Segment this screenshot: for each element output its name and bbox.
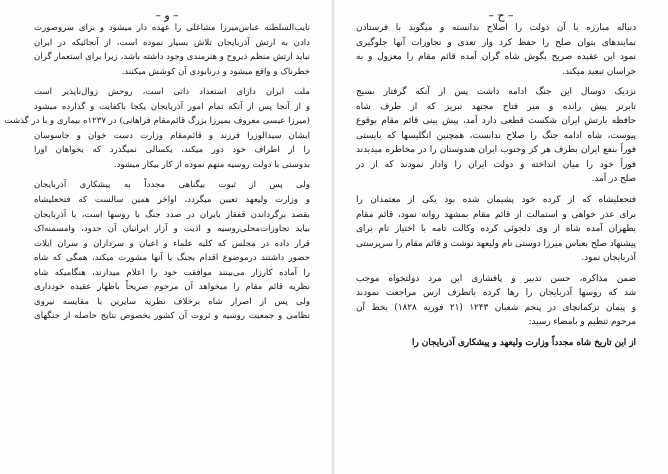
text-line: فوراً خود را میان انداخته و دولت ایران را وادار نمودند که از در xyxy=(356,159,636,170)
text-line: ملت ایران دارای استعداد ذاتی است، روحش زوال‌ناپذیر است xyxy=(34,87,310,98)
text-line: ولی پس از اصرار شاه برخلاف نظریه سایرین با مقایسه نیروی xyxy=(34,296,310,307)
text-line: بیاید تجاوزات‌محلی‌روسیه و اذیت و آزار ایرانیان آن حدود، وامسمنه‌اک xyxy=(34,224,310,235)
page-number: – و – xyxy=(155,9,179,22)
text-line: پیشنهاد صلح بعباس میرزا دوستی نام ولیعهد نوشت و قائم مقام را سرپرستی xyxy=(356,238,636,249)
text-line: نظریه قائم مقام را میخواهد آن مرحوم صریحاً باظهار عقیده خودداری xyxy=(34,282,310,293)
text-line: نمایندهای بتوان صلح را حفظ کرد واز تعدی و تجاوزات آنها جلوگیری xyxy=(356,37,636,48)
text-line: و وزارت ولیعهد تعیین میگردد، اواخر همین سالست که فتحعلیشاه xyxy=(34,195,310,206)
text-line: قرار داده در مجلس که کلیه علماء و اعیان و سرداران و سران ایلات xyxy=(34,238,310,249)
text-line: از این تاریخ شاه مجدداً وزارت ولیعهد و پیشکاری آذربایجان را xyxy=(412,337,636,348)
text-line: برای عذر خواهی و استمالت از قائم مقام بمشهد روانه نمود، قائم مقام xyxy=(356,209,636,220)
text-line: مرحوم تنظیم و بامضاء رسید: xyxy=(528,317,636,328)
text-line: نباید ارتش منظم ذیروح و هنرمندی وجود داشته باشد، زیرا برای استعمار گران xyxy=(34,52,310,63)
text-line: خطرناک و واقع میشود و درنابودی آن کوشش میکنند. xyxy=(121,66,310,77)
page-number: – ح – xyxy=(488,9,514,22)
text-line: دنباله مبارزه با آن دولت را اصلاح ندانسته و میگوید با فرستادن xyxy=(356,23,636,33)
text-line: ایشان سیدالوزرا فرزند و قائم‌مقام وزارت دست خوان و جاسوسان xyxy=(34,130,310,141)
text-line: فوراً بنفع ایران بطرف هر کز وجنوب ایران هندوستان را در مخاطره میدیدند xyxy=(356,145,636,156)
text-line: شد که روسها آذربایجان را رها کرده باتطرف ارس مراجعت نمودند xyxy=(356,288,636,299)
text-line: نظامی و جمعیت روسیه و ثروت آن کشور بخصوص نتایج حاصله از جنگهای xyxy=(34,311,310,322)
right-page xyxy=(334,0,668,474)
text-line: و از آنجا پس از آنکه تمام امور آذربایجان یکجا باکفایت و گذارده میشود xyxy=(34,101,310,112)
text-line: حضور داشتند درموضوع اقدام بجنگ با آنها مشورت میکند، همگی که شاه xyxy=(34,253,310,264)
text-line: آذربایجان نمود. xyxy=(581,253,636,264)
text-line: دادن به ارتش آذربایجان تلاش بسیار نموده است، از آنجائیکه در ایران xyxy=(34,37,310,48)
text-line: (میرزا عیسی معروف بمیرزا بزرگ قائم‌مقام فراهانی) در ۱۲۳۷ه بیماری و با در گذشت xyxy=(4,116,310,127)
text-line: را از اطراف خود دور میکند، یکسالی نمیگذرد که بخواهان اورا xyxy=(34,145,310,156)
text-line: بطهران آمده شاه از وی دلجوئی کرده وکالت تامه با اختیار تام برای xyxy=(356,224,636,235)
text-line: ضمن مذاکره، حسن تدبیر و پافشاری این مرد دولتخواه موجب xyxy=(356,273,636,284)
text-line: بدوستی با دولت روسیه متهم نموده از کار بیکار میشود. xyxy=(113,159,310,170)
text-line: را آماده کارزار می‌بینند موافقت خود را اعلام میدارند، هنگامیکه شاه xyxy=(34,267,310,278)
page-text xyxy=(356,21,636,350)
text-line: فتحعلیشاه که از کرده خود پشیمان شده بود یکی از معتمدان را xyxy=(356,195,636,206)
page-text xyxy=(4,21,310,324)
text-line: تابرتر پیش رانده و میر فتاح مجتهد تبریز که از طرف شاه xyxy=(356,101,636,112)
text-line: ولی پس از ثبوت بیگناهی مجدداً به پیشکاری آذربایجان xyxy=(34,180,310,191)
text-line: خراسان تبعید میکند. xyxy=(562,66,636,77)
text-line: بقصد برگرداندن قفقاز بایران در صدد جنگ با روسها است، با آذربایجان xyxy=(34,209,310,220)
text-line: صلح در آمد. xyxy=(591,174,636,185)
text-line: حافظه بارتش ایران شکست قطعی دارد آمد، پیش بینی قائم مقام بوقوع xyxy=(356,116,636,127)
text-line: پیوست، شاه ادامه جنگ را صلاح ندانست، همچنین انگلیسها که بایستی xyxy=(356,130,636,141)
text-line: و پیمان ترکمانچای در پنجم شعبان ۱۲۴۳ (۲۱ فوریه ۱۸۲۸) بخط آن xyxy=(356,302,637,313)
text-line: نایب‌السلطنه عباس‌میرزا مشاغلی را عهده دار میشود و برای سروصورت xyxy=(34,23,310,33)
text-line: نمود این عقیده صریح بگوش شاه گران آمده قائم مقام را معزول و به xyxy=(356,52,636,63)
text-line: نزدیک دوسال این جنگ ادامه داشت پس از آنکه گرفتار بسیج xyxy=(356,87,636,98)
